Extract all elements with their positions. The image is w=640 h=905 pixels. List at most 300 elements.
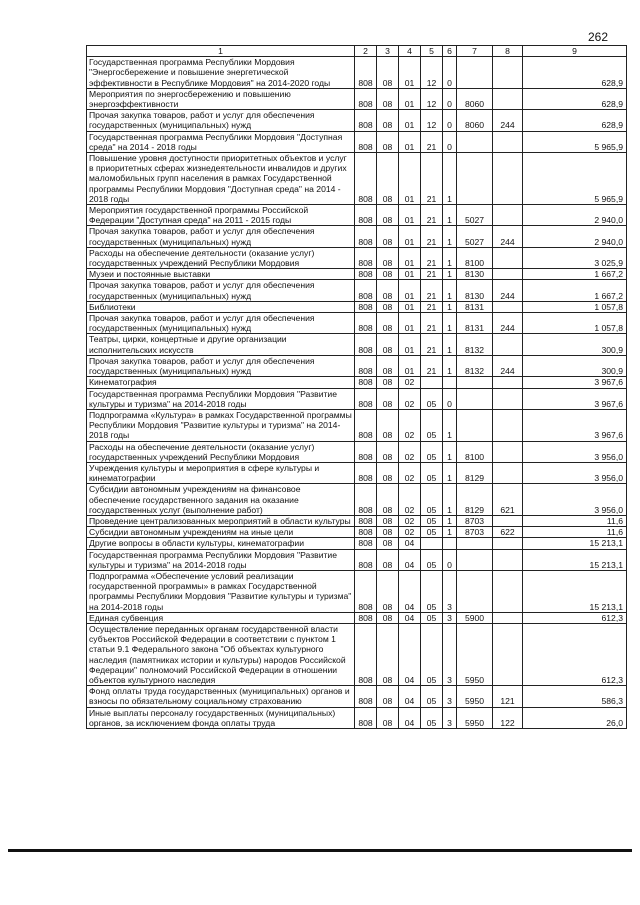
code-target-cell: 8130 xyxy=(457,269,493,280)
column-header-2: 2 xyxy=(355,46,377,57)
table-row xyxy=(87,686,627,707)
code-subsection-cell: 02 xyxy=(399,409,421,441)
code-program-cell: 05 xyxy=(421,527,443,538)
code-program-cell xyxy=(421,377,443,388)
code-expense-type-cell xyxy=(493,88,523,109)
code-program-cell xyxy=(421,538,443,549)
table-row xyxy=(87,484,627,516)
table-row xyxy=(87,409,627,441)
code-section-cell: 08 xyxy=(377,707,399,728)
code-expense-type-cell xyxy=(493,441,523,462)
code-subprogram-cell: 1 xyxy=(443,301,457,312)
code-program-cell: 21 xyxy=(421,301,443,312)
code-section-cell: 08 xyxy=(377,623,399,685)
code-subsection-cell: 04 xyxy=(399,549,421,570)
code-subprogram-cell: 3 xyxy=(443,570,457,612)
code-ministry-cell: 808 xyxy=(355,462,377,483)
code-subprogram-cell: 3 xyxy=(443,612,457,623)
item-name-cell: Мероприятия по энергосбережению и повышению энергоэффективности xyxy=(87,88,355,109)
item-name-cell: Единая субвенция xyxy=(87,612,355,623)
code-subprogram-cell: 1 xyxy=(443,462,457,483)
code-program-cell: 21 xyxy=(421,334,443,355)
table-row xyxy=(87,131,627,152)
code-ministry-cell: 808 xyxy=(355,153,377,205)
code-expense-type-cell: 621 xyxy=(493,484,523,516)
code-section-cell: 08 xyxy=(377,377,399,388)
table-row xyxy=(87,707,627,728)
code-target-cell: 8703 xyxy=(457,527,493,538)
code-expense-type-cell: 121 xyxy=(493,686,523,707)
code-subprogram-cell: 1 xyxy=(443,205,457,226)
code-expense-type-cell: 244 xyxy=(493,226,523,247)
code-section-cell: 08 xyxy=(377,226,399,247)
amount-cell: 3 025,9 xyxy=(523,247,627,268)
table-row xyxy=(87,549,627,570)
code-subprogram-cell: 1 xyxy=(443,226,457,247)
code-program-cell: 21 xyxy=(421,247,443,268)
code-subsection-cell: 01 xyxy=(399,269,421,280)
code-ministry-cell: 808 xyxy=(355,409,377,441)
amount-cell: 3 956,0 xyxy=(523,462,627,483)
table-row xyxy=(87,153,627,205)
code-expense-type-cell: 244 xyxy=(493,355,523,376)
code-section-cell: 08 xyxy=(377,269,399,280)
amount-cell: 5 965,9 xyxy=(523,153,627,205)
table-row xyxy=(87,377,627,388)
budget-table xyxy=(86,45,627,729)
code-subsection-cell: 04 xyxy=(399,686,421,707)
code-subprogram-cell: 1 xyxy=(443,334,457,355)
code-ministry-cell: 808 xyxy=(355,707,377,728)
table-row xyxy=(87,110,627,131)
code-program-cell: 05 xyxy=(421,462,443,483)
table-header-row xyxy=(87,46,627,57)
amount-cell: 15 213,1 xyxy=(523,549,627,570)
code-subprogram-cell: 1 xyxy=(443,527,457,538)
code-program-cell: 21 xyxy=(421,280,443,301)
code-target-cell xyxy=(457,388,493,409)
code-section-cell: 08 xyxy=(377,538,399,549)
code-subprogram-cell: 0 xyxy=(443,88,457,109)
code-ministry-cell: 808 xyxy=(355,355,377,376)
code-program-cell: 12 xyxy=(421,88,443,109)
code-ministry-cell: 808 xyxy=(355,549,377,570)
code-target-cell: 8100 xyxy=(457,247,493,268)
table-row xyxy=(87,226,627,247)
code-program-cell: 05 xyxy=(421,484,443,516)
code-subprogram-cell: 3 xyxy=(443,686,457,707)
code-section-cell: 08 xyxy=(377,484,399,516)
table-row xyxy=(87,612,627,623)
code-subsection-cell: 02 xyxy=(399,388,421,409)
code-section-cell: 08 xyxy=(377,355,399,376)
item-name-cell: Театры, цирки, концертные и другие организации исполнительских искусств xyxy=(87,334,355,355)
code-section-cell: 08 xyxy=(377,515,399,526)
column-header-7: 7 xyxy=(457,46,493,57)
code-subprogram-cell: 0 xyxy=(443,57,457,89)
code-ministry-cell: 808 xyxy=(355,538,377,549)
code-ministry-cell: 808 xyxy=(355,441,377,462)
item-name-cell: Повышение уровня доступности приоритетных объектов и услуг в приоритетных сферах жизнедеятельности инвалидов и других маломобильных групп населения в рамках Государственной программы Республики Мордовия "Доступная среда" на 2014 - 2018 годы xyxy=(87,153,355,205)
code-subsection-cell: 02 xyxy=(399,484,421,516)
code-target-cell: 5027 xyxy=(457,205,493,226)
code-target-cell: 5900 xyxy=(457,612,493,623)
column-header-8: 8 xyxy=(493,46,523,57)
code-ministry-cell: 808 xyxy=(355,623,377,685)
code-subsection-cell: 01 xyxy=(399,301,421,312)
code-expense-type-cell xyxy=(493,570,523,612)
code-ministry-cell: 808 xyxy=(355,88,377,109)
code-subsection-cell: 01 xyxy=(399,88,421,109)
table-row xyxy=(87,247,627,268)
code-section-cell: 08 xyxy=(377,527,399,538)
code-target-cell xyxy=(457,570,493,612)
item-name-cell: Подпрограмма «Культура» в рамках Государственной программы Республики Мордовия "Развитие культуры и туризма" на 2014-2018 годы xyxy=(87,409,355,441)
code-section-cell: 08 xyxy=(377,313,399,334)
code-subsection-cell: 04 xyxy=(399,623,421,685)
code-subsection-cell: 04 xyxy=(399,538,421,549)
code-subprogram-cell: 1 xyxy=(443,313,457,334)
code-subprogram-cell: 0 xyxy=(443,131,457,152)
code-section-cell: 08 xyxy=(377,301,399,312)
code-expense-type-cell xyxy=(493,377,523,388)
code-ministry-cell: 808 xyxy=(355,334,377,355)
code-target-cell xyxy=(457,153,493,205)
amount-cell: 5 965,9 xyxy=(523,131,627,152)
code-subsection-cell: 01 xyxy=(399,247,421,268)
code-target-cell: 8703 xyxy=(457,515,493,526)
code-section-cell: 08 xyxy=(377,441,399,462)
code-subprogram-cell: 0 xyxy=(443,549,457,570)
code-subsection-cell: 02 xyxy=(399,377,421,388)
code-subprogram-cell: 0 xyxy=(443,388,457,409)
code-ministry-cell: 808 xyxy=(355,280,377,301)
item-name-cell: Фонд оплаты труда государственных (муниципальных) органов и взносы по обязательному социальному страхованию xyxy=(87,686,355,707)
code-target-cell: 5950 xyxy=(457,707,493,728)
code-subsection-cell: 01 xyxy=(399,131,421,152)
amount-cell: 26,0 xyxy=(523,707,627,728)
table-row xyxy=(87,570,627,612)
amount-cell: 2 940,0 xyxy=(523,226,627,247)
code-expense-type-cell: 244 xyxy=(493,280,523,301)
code-subsection-cell: 02 xyxy=(399,527,421,538)
code-subsection-cell: 01 xyxy=(399,313,421,334)
code-subsection-cell: 01 xyxy=(399,334,421,355)
code-ministry-cell: 808 xyxy=(355,484,377,516)
code-subprogram-cell: 1 xyxy=(443,515,457,526)
code-expense-type-cell xyxy=(493,247,523,268)
code-subprogram-cell: 1 xyxy=(443,247,457,268)
amount-cell: 1 057,8 xyxy=(523,301,627,312)
code-program-cell: 05 xyxy=(421,549,443,570)
table-row xyxy=(87,57,627,89)
code-program-cell: 05 xyxy=(421,515,443,526)
item-name-cell: Прочая закупка товаров, работ и услуг для обеспечения государственных (муниципальных) нужд xyxy=(87,226,355,247)
item-name-cell: Государственная программа Республики Мордовия "Развитие культуры и туризма" на 2014-2018 годы xyxy=(87,549,355,570)
item-name-cell: Другие вопросы в области культуры, кинематографии xyxy=(87,538,355,549)
code-ministry-cell: 808 xyxy=(355,313,377,334)
code-ministry-cell: 808 xyxy=(355,612,377,623)
code-expense-type-cell xyxy=(493,131,523,152)
code-expense-type-cell xyxy=(493,409,523,441)
code-target-cell: 5950 xyxy=(457,686,493,707)
item-name-cell: Осуществление переданных органам государственной власти субъектов Российской Федерации в соответствии с пунктом 1 статьи 9.1 Федерального закона "Об объектах культурного наследия (памятниках истории и культуры) народов Российской Федерации" полномочий Российской Федерации в отношении объектов культурного наследия xyxy=(87,623,355,685)
code-subprogram-cell: 1 xyxy=(443,441,457,462)
code-program-cell: 05 xyxy=(421,623,443,685)
code-program-cell: 05 xyxy=(421,388,443,409)
amount-cell: 628,9 xyxy=(523,88,627,109)
code-subprogram-cell: 3 xyxy=(443,623,457,685)
item-name-cell: Прочая закупка товаров, работ и услуг для обеспечения государственных (муниципальных) нужд xyxy=(87,355,355,376)
table-row xyxy=(87,334,627,355)
code-ministry-cell: 808 xyxy=(355,377,377,388)
code-program-cell: 21 xyxy=(421,131,443,152)
table-row xyxy=(87,441,627,462)
code-subprogram-cell: 3 xyxy=(443,707,457,728)
table-row xyxy=(87,388,627,409)
code-section-cell: 08 xyxy=(377,334,399,355)
code-expense-type-cell: 622 xyxy=(493,527,523,538)
item-name-cell: Расходы на обеспечение деятельности (оказание услуг) государственных учреждений Республики Мордовия xyxy=(87,441,355,462)
amount-cell: 300,9 xyxy=(523,334,627,355)
code-ministry-cell: 808 xyxy=(355,110,377,131)
code-target-cell: 8132 xyxy=(457,355,493,376)
amount-cell: 3 956,0 xyxy=(523,441,627,462)
amount-cell: 586,3 xyxy=(523,686,627,707)
code-subsection-cell: 01 xyxy=(399,226,421,247)
table-row xyxy=(87,269,627,280)
code-subprogram-cell: 1 xyxy=(443,409,457,441)
column-header-3: 3 xyxy=(377,46,399,57)
amount-cell: 2 940,0 xyxy=(523,205,627,226)
item-name-cell: Музеи и постоянные выставки xyxy=(87,269,355,280)
table-row xyxy=(87,88,627,109)
page-number: 262 xyxy=(588,30,609,44)
code-subsection-cell: 01 xyxy=(399,153,421,205)
code-section-cell: 08 xyxy=(377,205,399,226)
code-subsection-cell: 01 xyxy=(399,280,421,301)
code-program-cell: 12 xyxy=(421,110,443,131)
item-name-cell: Библиотеки xyxy=(87,301,355,312)
table-row xyxy=(87,355,627,376)
code-section-cell: 08 xyxy=(377,462,399,483)
code-program-cell: 05 xyxy=(421,686,443,707)
amount-cell: 300,9 xyxy=(523,355,627,376)
amount-cell: 628,9 xyxy=(523,110,627,131)
code-program-cell: 21 xyxy=(421,226,443,247)
item-name-cell: Государственная программа Республики Мордовия "Развитие культуры и туризма" на 2014-2018 годы xyxy=(87,388,355,409)
item-name-cell: Расходы на обеспечение деятельности (оказание услуг) государственных учреждений Республики Мордовия xyxy=(87,247,355,268)
code-expense-type-cell xyxy=(493,388,523,409)
item-name-cell: Подпрограмма «Обеспечение условий реализации государственной программы» в рамках Государственной программы Республики Мордовия "Развитие культуры и туризма" на 2014-2018 годы xyxy=(87,570,355,612)
code-program-cell: 05 xyxy=(421,707,443,728)
amount-cell: 628,9 xyxy=(523,57,627,89)
code-ministry-cell: 808 xyxy=(355,131,377,152)
code-subsection-cell: 01 xyxy=(399,205,421,226)
code-ministry-cell: 808 xyxy=(355,57,377,89)
code-expense-type-cell xyxy=(493,301,523,312)
item-name-cell: Мероприятия государственной программы Российской Федерации "Доступная среда" на 2011 - 2015 годы xyxy=(87,205,355,226)
code-subsection-cell: 04 xyxy=(399,570,421,612)
code-program-cell: 21 xyxy=(421,269,443,280)
amount-cell: 1 057,8 xyxy=(523,313,627,334)
table-row xyxy=(87,301,627,312)
code-program-cell: 21 xyxy=(421,153,443,205)
code-target-cell xyxy=(457,538,493,549)
code-subsection-cell: 01 xyxy=(399,57,421,89)
code-section-cell: 08 xyxy=(377,409,399,441)
code-section-cell: 08 xyxy=(377,88,399,109)
code-expense-type-cell xyxy=(493,57,523,89)
table-row xyxy=(87,515,627,526)
item-name-cell: Государственная программа Республики Мордовия "Доступная среда" на 2014 - 2018 годы xyxy=(87,131,355,152)
column-header-4: 4 xyxy=(399,46,421,57)
code-subprogram-cell: 0 xyxy=(443,110,457,131)
code-expense-type-cell xyxy=(493,269,523,280)
column-header-6: 6 xyxy=(443,46,457,57)
code-expense-type-cell xyxy=(493,549,523,570)
code-subsection-cell: 04 xyxy=(399,612,421,623)
code-subsection-cell: 02 xyxy=(399,462,421,483)
code-subprogram-cell: 1 xyxy=(443,280,457,301)
code-subsection-cell: 01 xyxy=(399,110,421,131)
code-expense-type-cell xyxy=(493,612,523,623)
code-section-cell: 08 xyxy=(377,570,399,612)
code-program-cell: 21 xyxy=(421,205,443,226)
item-name-cell: Кинематография xyxy=(87,377,355,388)
table-row xyxy=(87,462,627,483)
code-ministry-cell: 808 xyxy=(355,269,377,280)
amount-cell: 15 213,1 xyxy=(523,538,627,549)
code-subsection-cell: 02 xyxy=(399,515,421,526)
code-expense-type-cell xyxy=(493,538,523,549)
code-section-cell: 08 xyxy=(377,110,399,131)
item-name-cell: Государственная программа Республики Мордовия "Энергосбережение и повышение энергетической эффективности в Республике Мордовия" на 2014-2020 годы xyxy=(87,57,355,89)
code-target-cell xyxy=(457,131,493,152)
code-expense-type-cell xyxy=(493,515,523,526)
code-target-cell: 8060 xyxy=(457,110,493,131)
amount-cell: 612,3 xyxy=(523,612,627,623)
amount-cell: 3 967,6 xyxy=(523,377,627,388)
code-target-cell: 8060 xyxy=(457,88,493,109)
code-target-cell xyxy=(457,377,493,388)
amount-cell: 3 956,0 xyxy=(523,484,627,516)
code-target-cell: 8129 xyxy=(457,484,493,516)
code-section-cell: 08 xyxy=(377,153,399,205)
code-section-cell: 08 xyxy=(377,131,399,152)
code-expense-type-cell: 244 xyxy=(493,313,523,334)
code-section-cell: 08 xyxy=(377,388,399,409)
item-name-cell: Субсидии автономным учреждениям на финансовое обеспечение государственного задания на оказание государственных услуг (выполнение работ) xyxy=(87,484,355,516)
bottom-rule xyxy=(8,849,632,852)
code-ministry-cell: 808 xyxy=(355,205,377,226)
code-subprogram-cell xyxy=(443,377,457,388)
column-header-1: 1 xyxy=(87,46,355,57)
code-program-cell: 05 xyxy=(421,570,443,612)
code-subprogram-cell xyxy=(443,538,457,549)
code-program-cell: 05 xyxy=(421,441,443,462)
table-row xyxy=(87,313,627,334)
code-section-cell: 08 xyxy=(377,686,399,707)
table-row xyxy=(87,623,627,685)
table-row xyxy=(87,280,627,301)
code-expense-type-cell xyxy=(493,623,523,685)
code-expense-type-cell xyxy=(493,462,523,483)
code-target-cell xyxy=(457,549,493,570)
column-header-9: 9 xyxy=(523,46,627,57)
amount-cell: 11,6 xyxy=(523,527,627,538)
item-name-cell: Субсидии автономным учреждениям на иные цели xyxy=(87,527,355,538)
code-subprogram-cell: 1 xyxy=(443,484,457,516)
code-ministry-cell: 808 xyxy=(355,515,377,526)
code-subprogram-cell: 1 xyxy=(443,153,457,205)
code-ministry-cell: 808 xyxy=(355,301,377,312)
amount-cell: 1 667,2 xyxy=(523,269,627,280)
code-target-cell: 5950 xyxy=(457,623,493,685)
code-expense-type-cell xyxy=(493,334,523,355)
code-ministry-cell: 808 xyxy=(355,686,377,707)
item-name-cell: Прочая закупка товаров, работ и услуг для обеспечения государственных (муниципальных) нужд xyxy=(87,110,355,131)
code-section-cell: 08 xyxy=(377,612,399,623)
code-section-cell: 08 xyxy=(377,247,399,268)
amount-cell: 612,3 xyxy=(523,623,627,685)
item-name-cell: Иные выплаты персоналу государственных (муниципальных) органов, за исключением фонда оплаты труда xyxy=(87,707,355,728)
code-target-cell: 8131 xyxy=(457,301,493,312)
code-program-cell: 12 xyxy=(421,57,443,89)
code-target-cell xyxy=(457,57,493,89)
table-row xyxy=(87,205,627,226)
item-name-cell: Прочая закупка товаров, работ и услуг для обеспечения государственных (муниципальных) нужд xyxy=(87,313,355,334)
amount-cell: 1 667,2 xyxy=(523,280,627,301)
code-section-cell: 08 xyxy=(377,280,399,301)
code-target-cell: 8100 xyxy=(457,441,493,462)
code-ministry-cell: 808 xyxy=(355,247,377,268)
code-program-cell: 05 xyxy=(421,409,443,441)
code-program-cell: 05 xyxy=(421,612,443,623)
code-section-cell: 08 xyxy=(377,549,399,570)
code-ministry-cell: 808 xyxy=(355,226,377,247)
item-name-cell: Учреждения культуры и мероприятия в сфере культуры и кинематографии xyxy=(87,462,355,483)
code-subsection-cell: 01 xyxy=(399,355,421,376)
code-subprogram-cell: 1 xyxy=(443,269,457,280)
code-expense-type-cell xyxy=(493,153,523,205)
code-target-cell: 5027 xyxy=(457,226,493,247)
table-row xyxy=(87,538,627,549)
code-target-cell: 8129 xyxy=(457,462,493,483)
code-expense-type-cell xyxy=(493,205,523,226)
amount-cell: 15 213,1 xyxy=(523,570,627,612)
code-target-cell: 8132 xyxy=(457,334,493,355)
code-expense-type-cell: 122 xyxy=(493,707,523,728)
column-header-5: 5 xyxy=(421,46,443,57)
item-name-cell: Прочая закупка товаров, работ и услуг для обеспечения государственных (муниципальных) нужд xyxy=(87,280,355,301)
code-ministry-cell: 808 xyxy=(355,388,377,409)
amount-cell: 3 967,6 xyxy=(523,388,627,409)
amount-cell: 11,6 xyxy=(523,515,627,526)
code-subsection-cell: 04 xyxy=(399,707,421,728)
code-program-cell: 21 xyxy=(421,355,443,376)
amount-cell: 3 967,6 xyxy=(523,409,627,441)
table-row xyxy=(87,527,627,538)
code-subprogram-cell: 1 xyxy=(443,355,457,376)
code-program-cell: 21 xyxy=(421,313,443,334)
item-name-cell: Проведение централизованных мероприятий в области культуры xyxy=(87,515,355,526)
code-subsection-cell: 02 xyxy=(399,441,421,462)
code-ministry-cell: 808 xyxy=(355,527,377,538)
code-target-cell: 8130 xyxy=(457,280,493,301)
code-target-cell xyxy=(457,409,493,441)
code-section-cell: 08 xyxy=(377,57,399,89)
